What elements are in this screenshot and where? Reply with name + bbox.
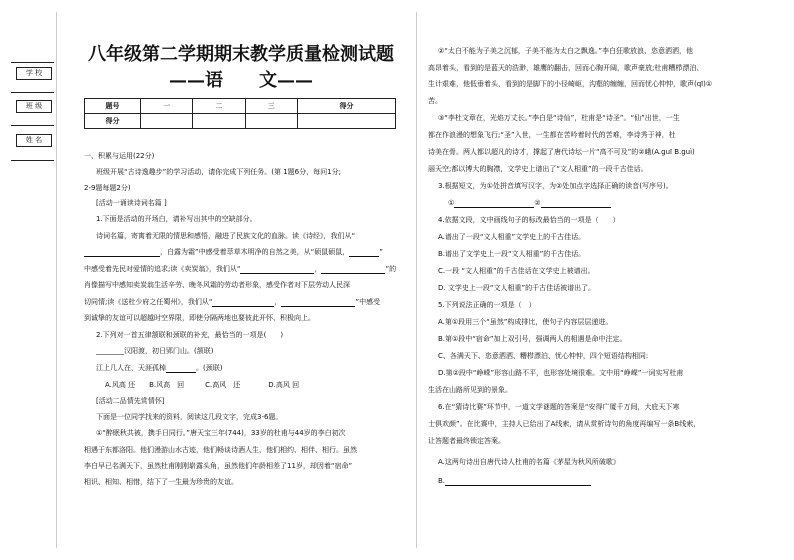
choice-a: A.第①段用三个“虽然”构成排比，使句子内容层层递进。: [438, 318, 613, 326]
choice-options: A.风高 还 B.风高 回 C.高风 还 D.高风 回: [105, 381, 300, 389]
answer-blank[interactable]: [321, 273, 385, 274]
text-line: ②“太白不能为子美之沉郁，子美不能为太白之飘逸。”李白狂歌放浪、恣意洒洒，他: [438, 47, 694, 55]
text-segment: ，: [314, 265, 322, 273]
text-line: 2-9题每题2分): [84, 184, 131, 192]
binding-divider: [56, 12, 57, 548]
text-line: 都在作浪漫的想象飞行;“圣”入世，一生都在苦吟着时代的苦难，李诗秀于神，杜: [428, 131, 676, 139]
activity-heading: [活动一诵读诗词名篇 ]: [96, 199, 167, 207]
text-line: 生计艰难，他低垂着头，看到的是脚下的小径崎岖，沟壑的缠缠，回而忧心忡忡，歌声(qī)①: [428, 80, 713, 88]
clue-a: A.这两句诗出自唐代诗人杜甫的名篇《茅屋为秋风所破歌》: [438, 458, 620, 466]
text-line: 相识、相知、相惜，结下了一生最为珍贵的友谊。: [84, 478, 238, 486]
answer-blank[interactable]: [166, 372, 196, 373]
table-cell: [140, 114, 192, 129]
text-segment: 切同情;读《送杜少府之任蜀州》，我们从“: [84, 298, 213, 306]
text-segment: ，: [274, 298, 282, 306]
text-line: 丽天空;都以博大的胸襟，文学史上谱出了“文人相重”的一段千古佳话。: [428, 165, 648, 173]
binding-line: [11, 62, 54, 63]
choice-a: A.谱出了一段“文人相重”文学史上的千古佳话。: [438, 233, 586, 241]
text-segment: B.: [438, 477, 446, 485]
text-segment: ”中感受: [355, 298, 381, 306]
answer-blank[interactable]: [349, 256, 379, 257]
binding-line: [11, 125, 54, 126]
text-segment: 中感受着萃草木明净的自然之美，从“硕鼠硕鼠，: [198, 248, 350, 256]
text-line: 相遇于东都洛阳。他们漫游山水古迹，他们畅谈诗酒人生，他们相约、相伴、相行。虽然: [84, 446, 357, 454]
text-line: 高昂着头，看到的是蓝天的浩渺，雄鹰的翻击，回而心胸开阔，歌声豪放;杜甫糟栉漂泊、: [428, 64, 704, 72]
answer-blank[interactable]: [454, 207, 534, 208]
text-line: [96, 364, 222, 373]
choice-d: D.第②段中“峥嵘”形容山路不平，也形容处境很难。文中用“峥嵘”一词实写杜甫: [438, 369, 684, 377]
table-cell: 得分: [297, 99, 395, 114]
question-5: 5.下列说法正确的一项是（ ）: [438, 301, 536, 309]
binding-line: [11, 92, 54, 93]
section-heading: 一、积累与运用(22分): [84, 152, 155, 160]
text-line: ________汉阳渡，初日郢门山。(颔联): [96, 347, 214, 355]
text-segment: 中感受着先民对爱情的追求;读《卖炭翁》，我们从“: [84, 265, 241, 273]
text-line: ①“醉眠秋共被，携手日同行。”唐天宝三年(744)，33岁的杜甫与44岁的李白初次: [96, 429, 346, 437]
binding-line: [11, 160, 54, 161]
text-line: 诗词名篇，寄寓着无限的情思和感悟，融进了民族文化的血脉。读《诗经》，我们从“: [96, 232, 356, 240]
name-label: 姓 名: [16, 134, 52, 147]
table-cell: [297, 114, 395, 129]
answer-blank[interactable]: [445, 485, 591, 486]
activity-heading: [活动二品情先赏情怀]: [96, 397, 165, 405]
text-line: 下面是一位同学找来的资料，阅读这几段文字，完成3-6题。: [96, 413, 283, 421]
text-line: 生活在山路所见到的景象。: [428, 386, 512, 394]
text-segment: ①: [448, 199, 455, 207]
text-line: 班级开展“古诗逸趣步”的学习活动，请你完成下列任务。(第 1题6分，每问1分;: [96, 168, 341, 176]
question-4: 4.依据文段，文中画线句子的标改最恰当的一项是（ ）: [438, 216, 620, 224]
text-line: [84, 265, 396, 274]
answer-line: [448, 199, 611, 208]
text-line: 到诚挚的友谊可以超越时空界限，即使分隔两地也要彼此开怀、积极向上。: [84, 314, 315, 322]
text-segment: 江上几人在，天涯孤棹: [96, 364, 166, 372]
table-cell: 一: [140, 99, 192, 114]
question-1: 1.下面是活动的开场白，请补写出其中的空缺部分。: [96, 215, 257, 223]
score-table: [84, 98, 396, 129]
table-cell: 二: [193, 99, 245, 114]
answer-blank[interactable]: [541, 207, 611, 208]
choice-b: B.第①段中“宿命”加上双引号，强调两人的相遇是命中注定。: [438, 335, 627, 343]
text-segment: ”: [379, 248, 383, 256]
column-divider: [416, 12, 417, 548]
text-line: ③“李杜文章在，光焰万丈长。”李白是“诗仙”，杜甫是“诗圣”。“仙”出世，一生: [438, 114, 680, 122]
table-cell: 题号: [85, 99, 141, 114]
school-label: 学 校: [16, 67, 52, 80]
class-label: 班 级: [16, 100, 52, 113]
text-segment: 。(颈联): [196, 364, 223, 372]
text-line: 士俱欢颜”。在比赛中，主持人已给出了A线索，请从赏析诗句的角度再编写一条B线索，: [428, 420, 701, 428]
clue-b: [438, 477, 591, 486]
choice-c: C、各满天下、恣意洒洒、糟栉漂泊、忧心忡忡，四个短语结构相同:: [438, 352, 649, 360]
answer-blank[interactable]: [240, 273, 314, 274]
answer-blank[interactable]: [212, 306, 274, 307]
choice-d: D. 文学史上一段“文人相重”的千古佳话被谱出了。: [438, 284, 596, 292]
table-cell: 三: [245, 99, 297, 114]
question-3: 3.根据短文，为①处拼音填写汉字，为②处加点字选择正确的读音(写序号)。: [438, 182, 673, 190]
question-2: 2.下列对一首五律颔联和颈联的补充，最恰当的一项是( ): [96, 331, 284, 339]
table-row: [85, 114, 396, 129]
text-line: 苦。: [428, 97, 442, 105]
page-title: 八年级第二学期期末教学质量检测试题: [88, 44, 394, 65]
table-row: [85, 99, 396, 114]
text-line: 肖像描写中感知卖炭翁生活辛劳、晚冬风霜的劳动者形象，感受作者对下层劳动人民深: [84, 281, 350, 289]
table-cell: 得分: [85, 114, 141, 129]
text-segment: ”的: [385, 265, 397, 273]
text-line: 让答题者最终锁定答案。: [428, 437, 505, 445]
subject-title: ——语 文——: [169, 70, 313, 91]
answer-blank[interactable]: [281, 306, 355, 307]
text-line: [84, 298, 380, 307]
text-segment: ②: [534, 199, 541, 207]
text-segment: ，白露为霜”: [160, 248, 199, 256]
question-6: 6.在“猜诗比赛”环节中，一道文学谜题的答案是“安得广厦千万间，大庇天下寒: [438, 403, 680, 411]
table-cell: [193, 114, 245, 129]
text-line: [84, 248, 383, 257]
text-line: 诗美在骨。两人都以超凡的诗才，撑起了唐代诗坛一片“高不可及”的②峨(A.guī B.guì): [428, 148, 695, 156]
answer-blank[interactable]: [84, 256, 160, 257]
choice-b: B.谱出了文学史上一段“文人相重”的千古佳话。: [438, 250, 586, 258]
table-cell: [245, 114, 297, 129]
choice-c: C.一段 “文人相重”的千古佳话在文学史上被谱出。: [438, 267, 595, 275]
text-line: 李白早已名满天下，虽然杜甫刚刚崭露头角，虽然他们年龄相差了11岁，却因着“宿命”: [84, 462, 353, 470]
